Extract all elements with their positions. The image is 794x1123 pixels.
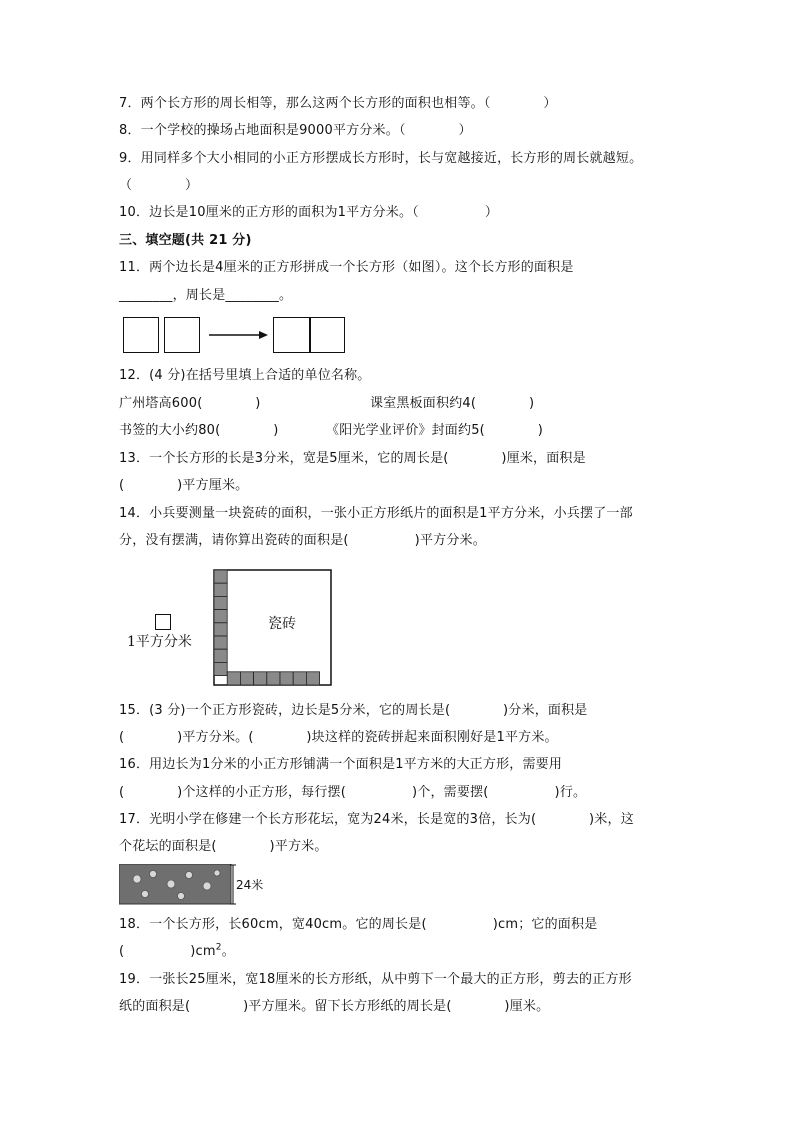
question-10: 10．边长是10厘米的正方形的面积为1平方分米。（ ） xyxy=(119,205,499,220)
flowerbed-width-label: 24米 xyxy=(236,878,264,892)
question-15-line1: 15．(3 分)一个正方形瓷砖，边长是5分米，它的周长是( )分米，面积是 xyxy=(119,703,588,718)
question-18-line2 xyxy=(119,943,235,961)
question-18-line1: 18．一个长方形，长60cm，宽40cm。它的周长是( )cm；它的面积是 xyxy=(119,917,598,932)
question-11-line2: ________，周长是________。 xyxy=(119,288,293,303)
question-14-line2: 分，没有摆满，请你算出瓷砖的面积是( )平方分米。 xyxy=(119,533,486,548)
question-14-line1: 14．小兵要测量一块瓷砖的面积，一张小正方形纸片的面积是1平方分米，小兵摆了一部 xyxy=(119,506,633,521)
grid-cell-bottom xyxy=(254,672,267,685)
flowerbed-image xyxy=(119,864,237,906)
unit-square-label: 1平方分米 xyxy=(127,634,192,650)
question-12-item-tower: 广州塔高600( ) xyxy=(119,396,261,411)
question-9-line2: （ ） xyxy=(119,178,199,193)
question-16-line2: ( )个这样的小正方形，每行摆( )个，需要摆( )行。 xyxy=(119,785,587,800)
q18-answer-area: ( )cm xyxy=(119,944,216,959)
grid-cell-bottom xyxy=(227,672,240,685)
grid-cell-left xyxy=(214,610,227,623)
grid-cell-bottom xyxy=(293,672,306,685)
q18-period: 。 xyxy=(221,944,235,959)
question-19-line1: 19．一张长25厘米，宽18厘米的长方形纸，从中剪下一个最大的正方形，剪去的正方形 xyxy=(119,972,632,987)
grid-cell-bottom xyxy=(240,672,253,685)
question-11-line1: 11．两个边长是4厘米的正方形拼成一个长方形（如图）。这个长方形的面积是 xyxy=(119,260,574,275)
question-12-item-blackboard: 课室黑板面积约4( ) xyxy=(370,396,535,411)
arrow-right-icon xyxy=(207,327,269,343)
question-13-line1: 13．一个长方形的长是3分米，宽是5厘米，它的周长是( )厘米，面积是 xyxy=(119,451,586,466)
grid-cell-bottom xyxy=(280,672,293,685)
square-left xyxy=(123,317,159,353)
question-15-line2: ( )平方分米。( )块这样的瓷砖拼起来面积刚好是1平方米。 xyxy=(119,730,558,745)
grid-cell-left xyxy=(214,583,227,596)
unit-square xyxy=(155,614,171,630)
grid-cell-bottom xyxy=(306,672,319,685)
question-12-line1: 12．(4 分)在括号里填上合适的单位名称。 xyxy=(119,368,371,383)
question-12-item-bookmark: 书签的大小约80( ) xyxy=(119,423,279,438)
grid-cell-left xyxy=(214,570,227,583)
question-8: 8．一个学校的操场占地面积是9000平方分米。（ ） xyxy=(119,123,472,138)
q18-superscript: 2 xyxy=(215,942,222,953)
question-19-line2: 纸的面积是( )平方厘米。留下长方形纸的周长是( )厘米。 xyxy=(119,999,550,1014)
grid-cell-left xyxy=(214,662,227,675)
question-7: 7．两个长方形的周长相等，那么这两个长方形的面积也相等。（ ） xyxy=(119,96,557,111)
square-right xyxy=(164,317,200,353)
question-13-line2: ( )平方厘米。 xyxy=(119,478,249,493)
question-12-item-cover: 《阳光学业评价》封面约5( ) xyxy=(326,423,544,438)
grid-cell-left xyxy=(214,623,227,636)
grid-cell-left xyxy=(214,649,227,662)
question-9-line1: 9．用同样多个大小相同的小正方形摆成长方形时，长与宽越接近，长方形的周长就越短。 xyxy=(119,151,643,166)
section-3-heading: 三、填空题(共 21 分) xyxy=(119,233,252,248)
grid-cell-left xyxy=(214,596,227,609)
question-17-line2: 个花坛的面积是( )平方米。 xyxy=(119,839,328,854)
rectangle-divider xyxy=(309,317,311,353)
question-16-line1: 16．用边长为1分米的小正方形铺满一个面积是1平方米的大正方形，需要用 xyxy=(119,757,563,772)
grid-cell-left xyxy=(214,636,227,649)
grid-cell-bottom xyxy=(267,672,280,685)
question-17-line1: 17．光明小学在修建一个长方形花坛，宽为24米，长是宽的3倍，长为( )米，这 xyxy=(119,812,634,827)
tile-label: 瓷砖 xyxy=(268,616,296,632)
